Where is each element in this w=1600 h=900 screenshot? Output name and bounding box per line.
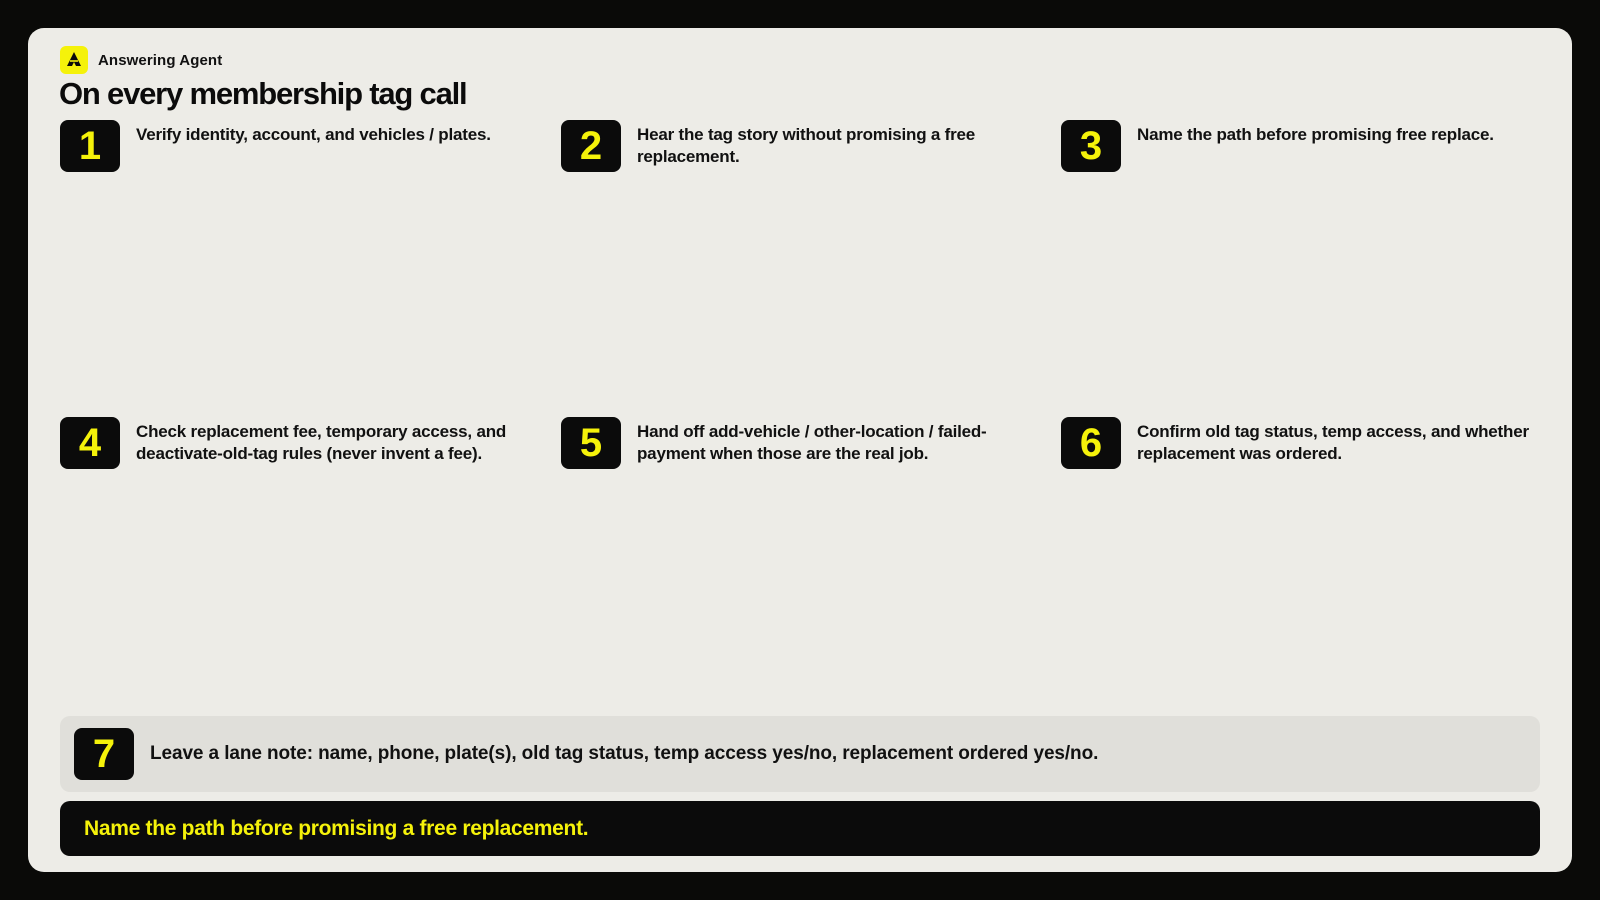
step-number-badge: 2 xyxy=(561,120,621,172)
step-text: Hand off add-vehicle / other-location / failed-payment when those are the real job. xyxy=(637,422,987,463)
step-7-lane-note xyxy=(60,716,1540,792)
step-number-badge: 1 xyxy=(60,120,120,172)
step-4 xyxy=(60,417,530,469)
step-number-badge: 6 xyxy=(1061,417,1121,469)
slide-card xyxy=(28,28,1572,872)
page-title: On every membership tag call xyxy=(59,76,467,111)
step-text: Check replacement fee, temporary access, and deactivate-old-tag rules (never invent a fee). xyxy=(136,422,507,463)
takeaway-banner xyxy=(60,801,1540,856)
step-2 xyxy=(561,120,1031,172)
step-text: Hear the tag story without promising a free replacement. xyxy=(637,125,976,166)
step-text: Name the path before promising free replace. xyxy=(1137,125,1494,144)
step-text: Verify identity, account, and vehicles / plates. xyxy=(136,125,491,144)
step-number-badge: 3 xyxy=(1061,120,1121,172)
step-6 xyxy=(1061,417,1531,469)
step-5 xyxy=(561,417,1031,469)
step-text: Leave a lane note: name, phone, plate(s), old tag status, temp access yes/no, replacement ordered yes/no. xyxy=(150,743,1099,764)
step-number-badge: 7 xyxy=(74,728,134,780)
banner-text: Name the path before promising a free replacement. xyxy=(84,816,589,840)
brand-name: Answering Agent xyxy=(98,51,223,69)
step-number-badge: 4 xyxy=(60,417,120,469)
step-3 xyxy=(1061,120,1531,172)
step-1 xyxy=(60,120,530,172)
step-text: Confirm old tag status, temp access, and whether replacement was ordered. xyxy=(1137,422,1529,463)
step-number-badge: 5 xyxy=(561,417,621,469)
brand-header xyxy=(60,46,222,74)
answering-agent-logo-icon xyxy=(60,46,88,74)
